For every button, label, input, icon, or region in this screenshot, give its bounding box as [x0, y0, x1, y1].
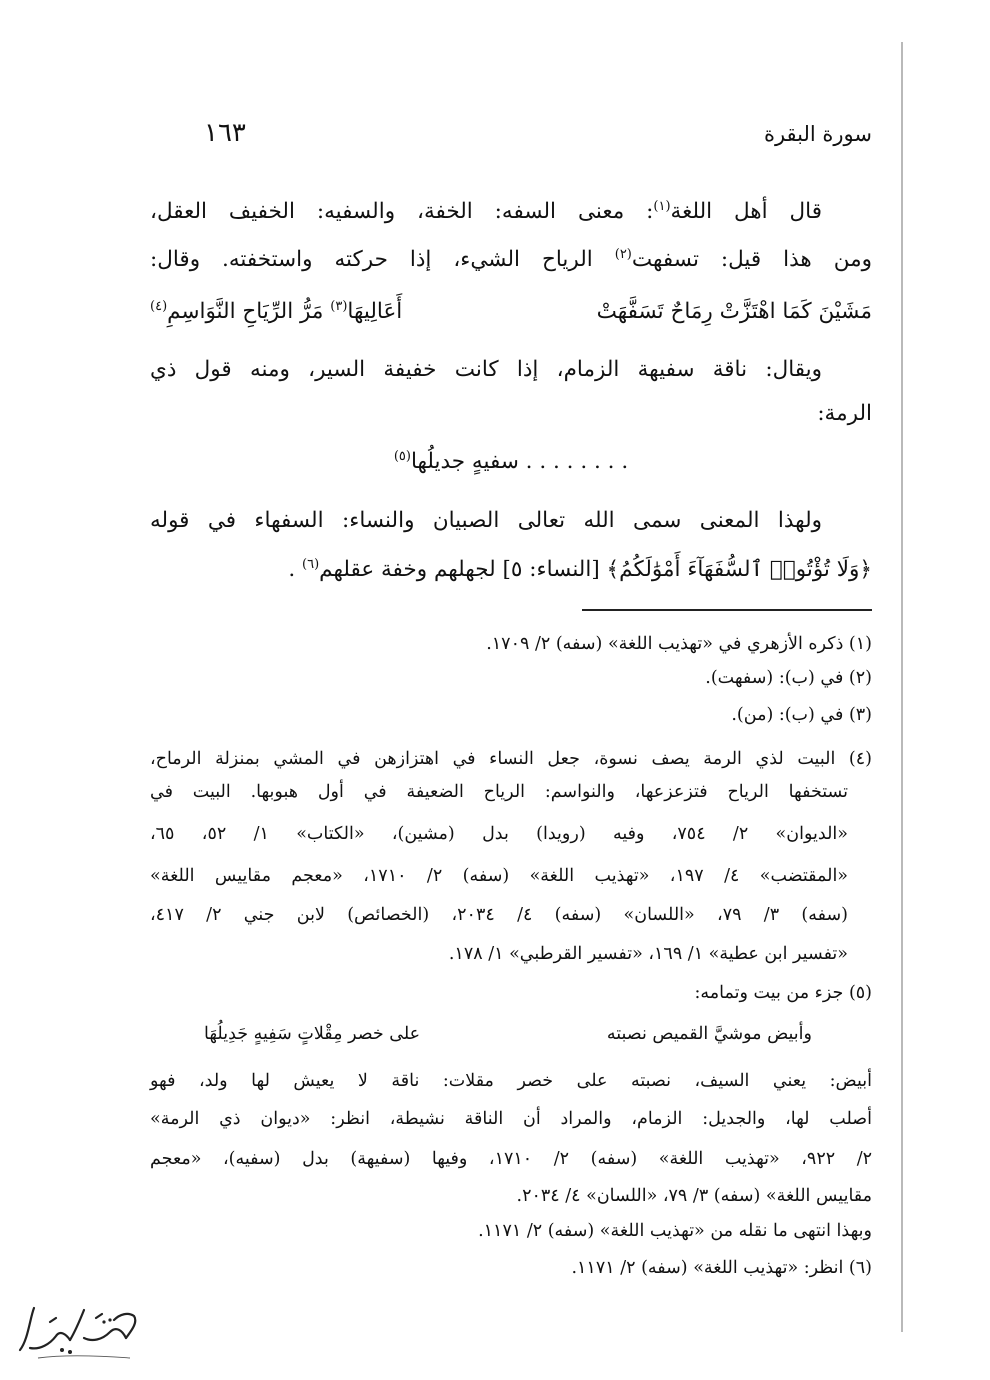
poetry-verse	[150, 290, 872, 334]
footnote: (٤) البيت لذي الرمة يصف نسوة، جعل النساء في اهتزازهن في المشي بمنزلة الرماح،	[150, 749, 872, 769]
paragraph-line: قال أهل اللغة$^{(١)}$: معنى السفه: الخفة، والسفيه: الخفيف العقل،	[150, 198, 822, 224]
page-number: ١٦٣	[204, 118, 246, 148]
footnote-ref: (٦)	[302, 556, 320, 572]
footnote-verse	[204, 1018, 812, 1050]
footnote: (٢) في (ب): (سفهت).	[705, 668, 872, 688]
page-edge-line	[901, 42, 903, 1332]
verse-hemistich: وأبيض موشيَّ القميص نصبته	[606, 1024, 812, 1044]
footnote: (٥) جزء من بيت وتمامه:	[694, 983, 872, 1003]
footnote-line: أبيض: يعني السيف، نصبته على خصر مقلات: ناقة لا يعيش لها ولد، فهو	[150, 1071, 872, 1091]
footnote-ref: (١)	[653, 198, 671, 214]
footnote-separator	[582, 609, 872, 611]
footnote-line: وبهذا انتهى ما نقله من «تهذيب اللغة» (سفه) ٢/ ١١٧١.	[478, 1221, 872, 1241]
calligraphy-stamp-logo	[10, 1300, 145, 1362]
paragraph-line: الرمة:	[817, 401, 872, 426]
paragraph-line: ويقال: ناقة سفيهة الزمام، إذا كانت خفيفة السير، ومنه قول ذي	[150, 357, 822, 382]
verse-hemistich: أَعَالِيهَا$^{(٣)}$ مَرُّ الرِّيَاحِ النَّوَاسِمِ$^{(٤)}$	[150, 298, 403, 324]
footnote-ref: (٣)	[330, 298, 348, 314]
footnote-line: (سفه) ٣/ ٧٩، «اللسان» (سفه) ٤/ ٢٠٣٤، (الخصائص) لابن جني ٢/ ٤١٧،	[150, 905, 848, 925]
paragraph-line: ولهذا المعنى سمى الله تعالى الصبيان والنساء: السفهاء في قوله	[150, 508, 822, 533]
verse-hemistich: على خصر مِقْلاتٍ سَفِيهٍ جَدِيلُهَا	[204, 1024, 421, 1044]
footnote-ref: (٥)	[393, 448, 411, 464]
footnote: (١) ذكره الأزهري في «تهذيب اللغة» (سفه) ٢/ ١٧٠٩.	[486, 634, 872, 654]
footnote-ref: (٤)	[150, 298, 168, 314]
footnote-line: «المقتضب» ٤/ ١٩٧، «تهذيب اللغة» (سفه) ٢/ ١٧١٠، «معجم مقاييس اللغة»	[150, 866, 849, 886]
footnote-line: تستخفها الرياح فتزعزعها، والنواسم: الرياح الضعيفة في أول هبوبها. البيت في	[150, 782, 848, 802]
surah-title: سورة البقرة	[763, 122, 872, 146]
footnote-line: «تفسير ابن عطية» ١/ ١٦٩، «تفسير القرطبي» ١/ ١٧٨.	[448, 944, 848, 964]
footnote: (٣) في (ب): (من).	[731, 705, 872, 725]
running-header	[150, 118, 872, 158]
poetry-fragment: . . . . . . . . سفيهٍ جديلُها$^{(٥)}$	[393, 448, 629, 474]
footnote-line: مقاييس اللغة» (سفه) ٣/ ٧٩، «اللسان» ٤/ ٢٠٣٤.	[516, 1186, 872, 1206]
footnote-line: أصلب لها، والجديل: الزمام، والمراد أن الناقة نشيطة، انظر: «ديوان ذي الرمة»	[150, 1109, 872, 1129]
footnote-line: ٢/ ٩٢٢، «تهذيب اللغة» (سفه) ٢/ ١٧١٠، وفيها (سفيهة) بدل (سفيه)، «معجم	[150, 1149, 872, 1169]
paragraph-line: ﴿وَلَا تُؤْتُوا۟ ٱلسُّفَهَآءَ أَمْوَٰلَكُمُ﴾ [النساء: ٥] لجهلهم وخفة عقلهم$^{(٦)}$ .	[288, 556, 872, 582]
footnote: (٦) انظر: «تهذيب اللغة» (سفه) ٢/ ١١٧١.	[571, 1258, 872, 1278]
footnote-ref: (٢)	[614, 246, 632, 262]
verse-hemistich: مَشَيْنَ كَمَا اهْتَزَّتْ رِمَاحٌ تَسَفَّهَتْ	[596, 299, 872, 324]
paragraph-line: ومن هذا قيل: تسفهت$^{(٢)}$ الرياح الشيء، إذا حركته واستخفته. وقال:	[150, 246, 872, 272]
footnote-line: «الديوان» ٢/ ٧٥٤، وفيه (رويدا) بدل (مشين)، «الكتاب» ١/ ٥٢، ٦٥،	[150, 824, 848, 844]
